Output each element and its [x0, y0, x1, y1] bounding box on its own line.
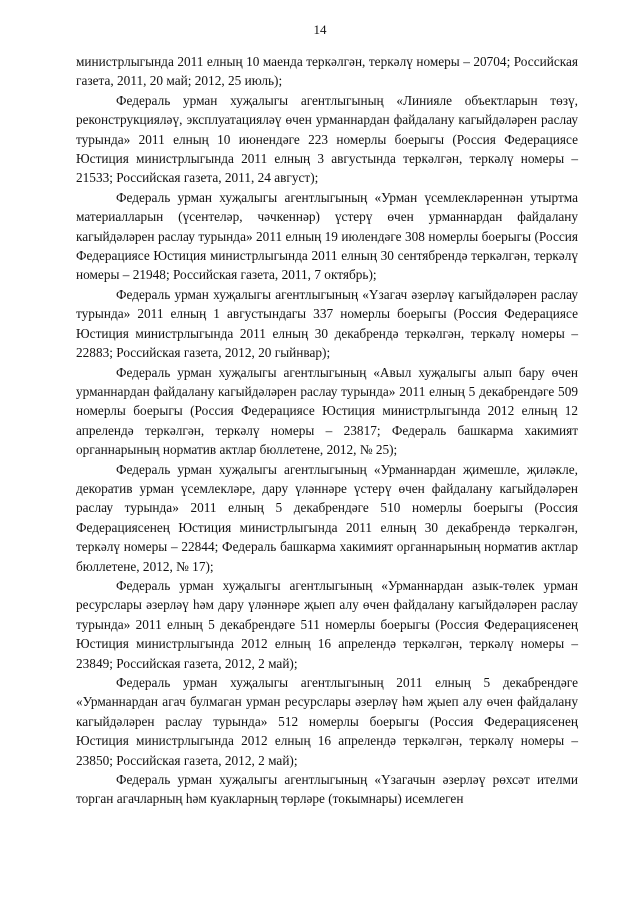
paragraph-6: Федераль урман хуҗалыгы агентлыгының «Урманнардан җимешле, җиләкле, декоратив урман үсемлекләре, дару үләннәре үстерү өчен файдалану кагыйдәләрен раслау турында» 2011 елның 5 декабрендәге 510 номерлы боерыгы (Россия Федерациясенең Юстиция министрлыгында 2011 елның 30 декабрендә теркәлгән, теркәлү номеры – 22844; Федераль башкарма хакимият органнарының норматив актлар бюллетене, 2012, № 17);: [76, 461, 578, 574]
page-number: 14: [313, 22, 327, 37]
paragraph-1: министрлыгында 2011 елның 10 маенда теркәлгән, теркәлү номеры – 20704; Российская газета, 2011, 20 май; 2012, 25 июль);: [76, 54, 578, 89]
paragraph-2: Федераль урман хуҗалыгы агентлыгының «Линияле объектларын төзү, реконструкцияләү, эксплуатацияләү өчен урманнардан файдалану кагыйдәләрен раслау турында» 2011 елның 10 июнендәге 223 номерлы боерыгы (Россия Федерациясе Юстиция министрлыгында 2011 елның 3 августында теркәлгән, теркәлү номеры – 21533; Российская газета, 2011, 24 август);: [76, 92, 578, 186]
paragraph-8: Федераль урман хуҗалыгы агентлыгының 2011 елның 5 декабрендәге «Урманнардан агач булмаган урман ресурслары әзерләү һәм җыеп алу өчен файдалану кагыйдәләрен раслау турында» 512 номерлы боерыгы (Россия Федерациясенең Юстиция министрлыгында 2012 елның 16 апрелендә теркәлгән, теркәлү номеры – 23850; Российская газета, 2012, 2 май);: [76, 675, 578, 768]
document-body: [76, 52, 578, 809]
paragraph-5: Федераль урман хуҗалыгы агентлыгының «Авыл хуҗалыгы алып бару өчен урманнардан файдалану кагыйдәләрен раслау турында» 2011 елның 5 декабрендәге 509 номерлы боерыгы (Россия Федерациясе Юстиция министрлыгында 2012 елның 12 апрелендә теркәлгән, теркәлү номеры – 23817; Федераль башкарма хакимият органнарының норматив актлар бюллетене, 2012, № 25);: [76, 364, 578, 458]
paragraph-9: Федераль урман хуҗалыгы агентлыгының «Үзагачын әзерләү рөхсәт ителми торган агачларның һәм куакларның төрләре (токымнары) исемлеген: [76, 772, 578, 807]
paragraph-4: Федераль урман хуҗалыгы агентлыгының «Үзагач әзерләү кагыйдәләрен раслау турында» 2011 елның 1 августындагы 337 номерлы боерыгы (Россия Федерациясе Юстиция министрлыгында 2011 елның 30 декабрендә теркәлгән, теркәлү номеры – 22883; Российская газета, 2012, 20 гыйнвар);: [76, 286, 578, 361]
paragraph-7: Федераль урман хуҗалыгы агентлыгының «Урманнардан азык-төлек урман ресурслары әзерләү һәм дару үләннәре җыеп алу өчен файдалану кагыйдәләрен раслау турында» 2011 елның 5 декабрендәге 511 номерлы боерыгы (Россия Федерациясенең Юстиция министрлыгында 2012 елның 16 апрелендә теркәлгән, теркәлү номеры – 23849; Российская газета, 2012, 2 май);: [76, 577, 578, 671]
paragraph-3: Федераль урман хуҗалыгы агентлыгының «Урман үсемлекләреннән утыртма материалларын (үсентеләр, чәчкеннәр) үстерү өчен урманнардан файдалану кагыйдәләрен раслау турында» 2011 елның 19 июлендәге 308 номерлы боерыгы (Россия Федерациясе Юстиция министрлыгында 2011 елның 30 сентябрендә теркәлгән, теркәлү номеры – 21948; Российская газета, 2011, 7 октябрь);: [76, 189, 578, 283]
